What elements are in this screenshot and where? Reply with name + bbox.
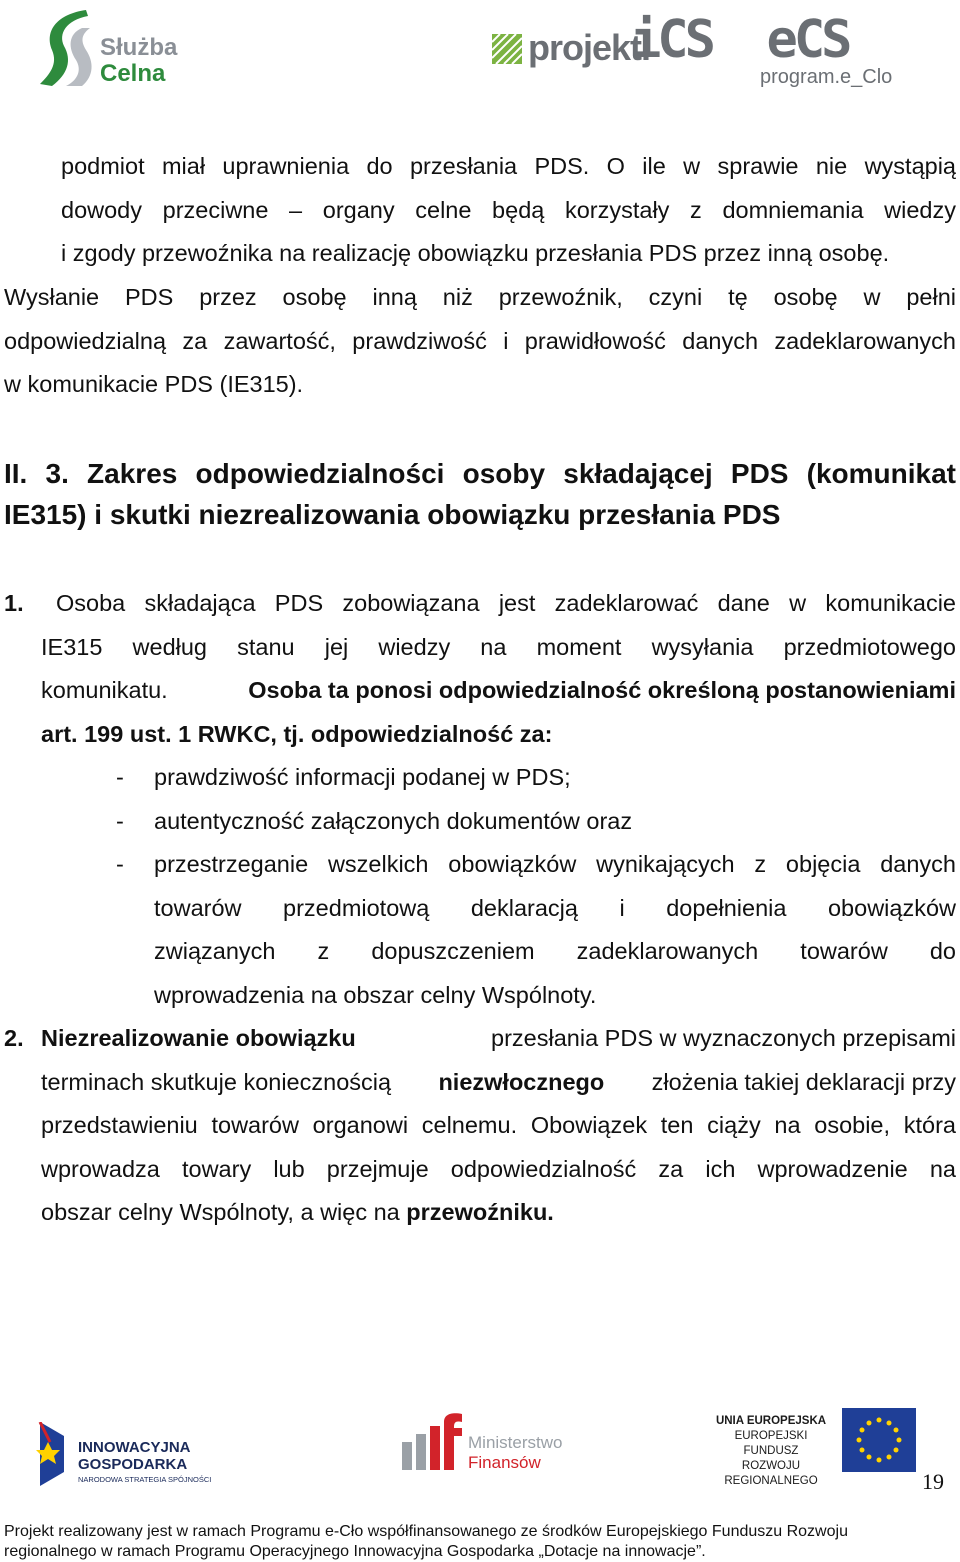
- item-1-line-2: IE315 według stanu jej wiedzy na moment wysyłania przedmiotowego: [41, 633, 956, 660]
- ministry-of-finance-logo: [402, 1412, 572, 1476]
- bullet-3-continuation: [154, 887, 956, 1018]
- item-2-line-1: [41, 1017, 956, 1061]
- item-2-line-2: [41, 1061, 956, 1105]
- p1-line-2: dowody przeciwne – organy celne będą korzystały z domniemania wiedzy: [61, 196, 956, 223]
- bullet-item: [116, 800, 956, 844]
- p2-line-1: Wysłanie PDS przez osobę inną niż przewoźnik, czyni tę osobę w pełni: [4, 284, 956, 310]
- eu-flag-icon: [842, 1408, 916, 1472]
- bullet-dash: -: [116, 851, 124, 877]
- bullet-list: [116, 756, 956, 1017]
- bullet-3-cont-line-1: towarów przedmiotową deklaracją i dopełnienia obowiązków: [154, 894, 956, 921]
- bullet-text: autentyczność załączonych dokumentów oraz: [154, 807, 633, 834]
- heading-line-1: II. 3. Zakres odpowiedzialności osoby składającej PDS (komunikat: [4, 458, 956, 489]
- ecs-stripes-icon: [492, 34, 522, 64]
- item-1: [41, 582, 956, 756]
- eu-fund-logo: [706, 1406, 918, 1487]
- item-1-line-3-plain: komunikatu.: [41, 677, 168, 703]
- item-1-line-3-bold: Osoba ta ponosi odpowiedzialność określoną postanowieniami: [248, 677, 956, 703]
- heading-line-2: IE315) i skutki niezrealizowania obowiązku przesłania PDS: [4, 499, 781, 530]
- ecs-main-text: iCS eCS: [630, 10, 849, 70]
- p2-line-2: odpowiedzialną za zawartość, prawdziwość i prawidłowość danych zadeklarowanych: [4, 327, 956, 354]
- ecs-prefix-text: projekt.: [528, 27, 651, 68]
- eu-line-1: UNIA EUROPEJSKA: [715, 1415, 827, 1427]
- ig-line-3: NARODOWA STRATEGIA SPÓJNOŚCI: [78, 1475, 212, 1484]
- ics-ecs-project-logo: [492, 6, 912, 90]
- mf-line-1: Ministerstwo: [468, 1433, 563, 1452]
- paragraph-2: [4, 276, 956, 407]
- section-heading: [4, 453, 956, 535]
- bullet-dash: -: [116, 764, 124, 790]
- customs-emblem-icon: [38, 8, 98, 88]
- item-2-line-3: przedstawieniu towarów organowi celnemu. Obowiązek ten ciąży na osobie, która: [41, 1112, 956, 1138]
- item-2-line-2-a: terminach skutkuje koniecznością: [41, 1068, 392, 1095]
- item-2-line-4: wprowadza towary lub przejmuje odpowiedzialność za ich wprowadzenie na: [41, 1155, 956, 1182]
- item-1-line-3: [41, 669, 956, 713]
- item-1-line-4-bold-a: art. 199 ust. 1 RWKC, tj.: [41, 720, 305, 747]
- customs-logo-line2: Celna: [100, 60, 166, 87]
- bullet-text: prawdziwość informacji podanej w PDS;: [154, 764, 571, 790]
- eu-line-3: ROZWOJU REGIONALNEGO: [724, 1460, 818, 1487]
- item-2-line-2-b: złożenia takiej deklaracji przy: [651, 1068, 956, 1095]
- item-2-line-5-bold: przewoźniku.: [406, 1199, 554, 1225]
- ecs-sub-text: program.e_Clo: [760, 66, 893, 88]
- bullet-3-cont-line-3: wprowadzenia na obszar celny Wspólnoty.: [154, 981, 597, 1008]
- eu-line-2: EUROPEJSKI FUNDUSZ: [734, 1430, 808, 1457]
- item-1-line-4-bold-b: odpowiedzialność za:: [310, 720, 553, 747]
- bullet-dash: -: [116, 807, 124, 834]
- item-2-line-1-bold: Niezrealizowanie obowiązku: [41, 1025, 356, 1051]
- ig-line-1: INNOWACYJNA: [78, 1439, 191, 1456]
- item-1-number: 1.: [4, 590, 24, 616]
- footer-line-2: regionalnego w ramach Programu Operacyjnego Innowacyjna Gospodarka „Dotacje na innowacje”.: [4, 1543, 706, 1560]
- mf-line-2: Finansów: [468, 1453, 541, 1472]
- paragraph-1: [61, 145, 956, 276]
- innovation-star-icon: [30, 1422, 70, 1486]
- ministry-mf-icon: [402, 1412, 466, 1472]
- p1-line-3: i zgody przewoźnika na realizację obowiązku przesłania PDS przez inną osobę.: [61, 240, 890, 266]
- item-2-line-5: [41, 1191, 956, 1235]
- item-2-line-1-plain: przesłania PDS w wyznaczonych przepisami: [491, 1025, 956, 1051]
- item-1-line-1: Osoba składająca PDS zobowiązana jest zadeklarować dane w komunikacie: [56, 590, 956, 616]
- customs-service-logo: [38, 8, 198, 88]
- innovative-economy-logo: [30, 1420, 230, 1490]
- customs-logo-line1: Służba: [100, 34, 178, 61]
- item-1-line-4: [41, 713, 956, 757]
- item-2-number: 2.: [4, 1025, 24, 1051]
- bullet-3-cont-line-2: związanych z dopuszczeniem zadeklarowanych towarów do: [154, 938, 956, 964]
- p1-line-1: podmiot miał uprawnienia do przesłania PDS. O ile w sprawie nie wystąpią: [61, 153, 956, 179]
- item-2-line-2-bold: niezwłocznego: [438, 1068, 605, 1095]
- footer-line-1: Projekt realizowany jest w ramach Programu e-Cło współfinansowanego ze środków Europejskiego Funduszu Rozwoju: [4, 1523, 848, 1540]
- bullet-item: [116, 756, 956, 800]
- bullet-text: przestrzeganie wszelkich obowiązków wynikających z objęcia danych: [154, 851, 956, 877]
- item-2-line-5-plain: obszar celny Wspólnoty, a więc na: [41, 1199, 400, 1225]
- bullet-item: [116, 843, 956, 887]
- eu-text-block: [706, 1414, 836, 1489]
- ig-line-2: GOSPODARKA: [78, 1456, 188, 1473]
- p2-line-3: w komunikacie PDS (IE315).: [4, 371, 304, 397]
- page-number: 19: [922, 1469, 944, 1494]
- item-2: [41, 1017, 956, 1235]
